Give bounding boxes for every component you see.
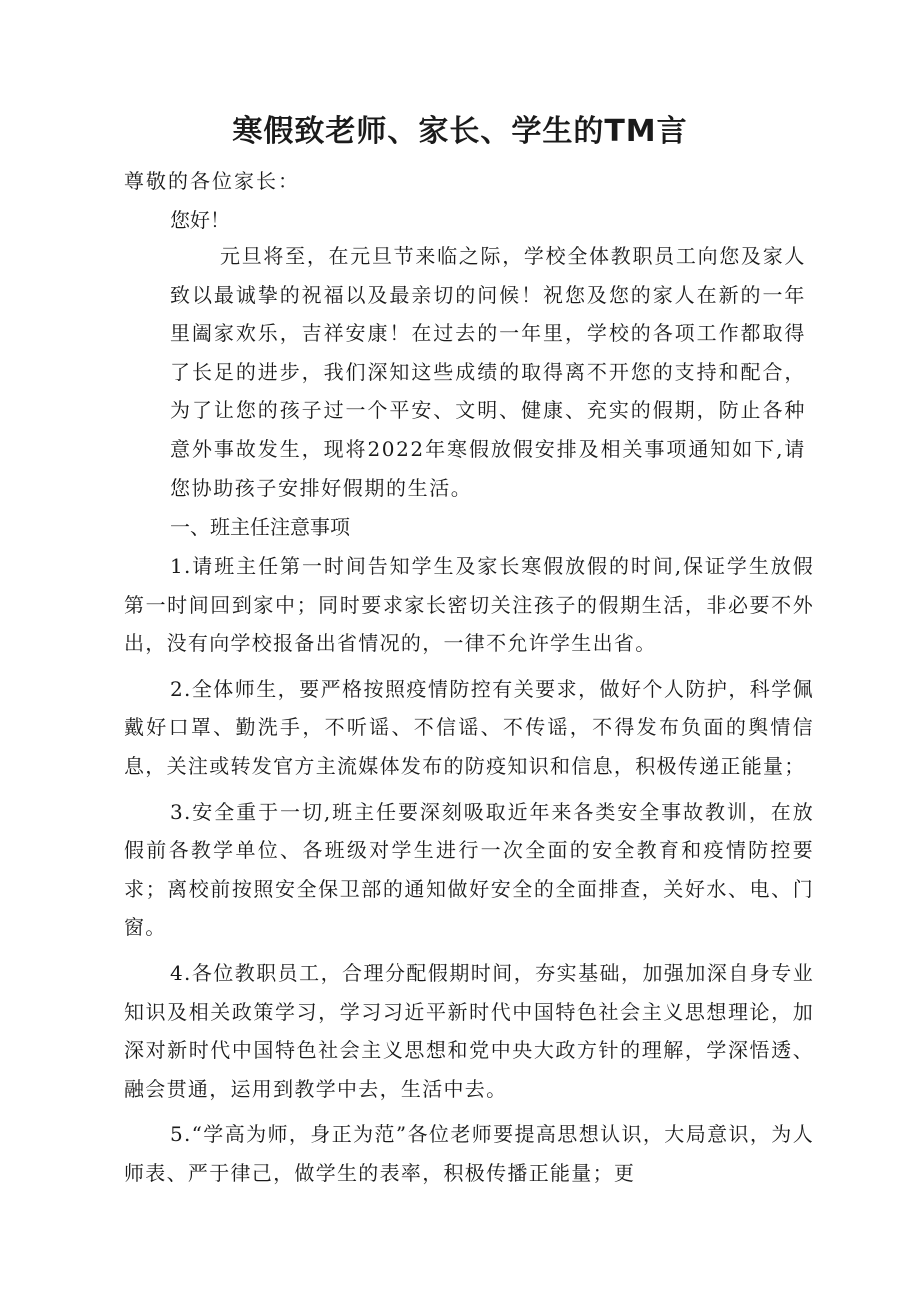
intro-paragraph: 元旦将至，在元旦节来临之际，学校全体教职员工向您及家人致以最诚挚的祝福以及最亲切的问候！祝您及您的家人在新的一年里阖家欢乐，吉祥安康！在过去的一年里，学校的各项工作都取得了长足的进步，我们深知这些成绩的取得离不开您的支持和配合，为了让您的孩子过一个平安、文明、健康、充实的假期，防止各种意外事故发生，现将2022年寒假放假安排及相关事项通知如下,请您协助孩子安排好假期的生活。 — [170, 244, 806, 500]
item-list — [124, 547, 814, 1200]
document-title: 寒假致老师、家长、学生的TM言 — [232, 114, 688, 149]
greeting: 您好！ — [170, 208, 230, 232]
list-item: 5.“学高为师，身正为范”各位老师要提高思想认识，大局意识，为人师表、严于律己，做学生的表率，积极传播正能量；更 — [124, 1122, 814, 1185]
section-heading: 一、班主任注意事项 — [170, 515, 350, 539]
salutation: 尊敬的各位家长： — [124, 169, 300, 193]
list-item: 4.各位教职员工，合理分配假期时间，夯实基础，加强加深自身专业知识及相关政策学习，学习习近平新时代中国特色社会主义思想理论，加深对新时代中国特色社会主义思想和党中央大政方针的理解，学深悟透、融会贯通，运用到教学中去，生活中去。 — [124, 960, 814, 1101]
list-item: 1.请班主任第一时间告知学生及家长寒假放假的时间,保证学生放假第一时间回到家中；同时要求家长密切关注孩子的假期生活，非必要不外出，没有向学校报备出省情况的，一律不允许学生出省。 — [124, 554, 814, 656]
list-item: 2.全体师生，要严格按照疫情防控有关要求，做好个人防护，科学佩戴好口罩、勤洗手，不听谣、不信谣、不传谣，不得发布负面的舆情信息，关注或转发官方主流媒体发布的防疫知识和信息，积极传递正能量； — [124, 676, 814, 778]
list-item: 3.安全重于一切,班主任要深刻吸取近年来各类安全事故教训，在放假前各教学单位、各班级对学生进行一次全面的安全教育和疫情防控要求；离校前按照安全保卫部的通知做好安全的全面排查，关好水、电、门窗。 — [124, 799, 814, 940]
